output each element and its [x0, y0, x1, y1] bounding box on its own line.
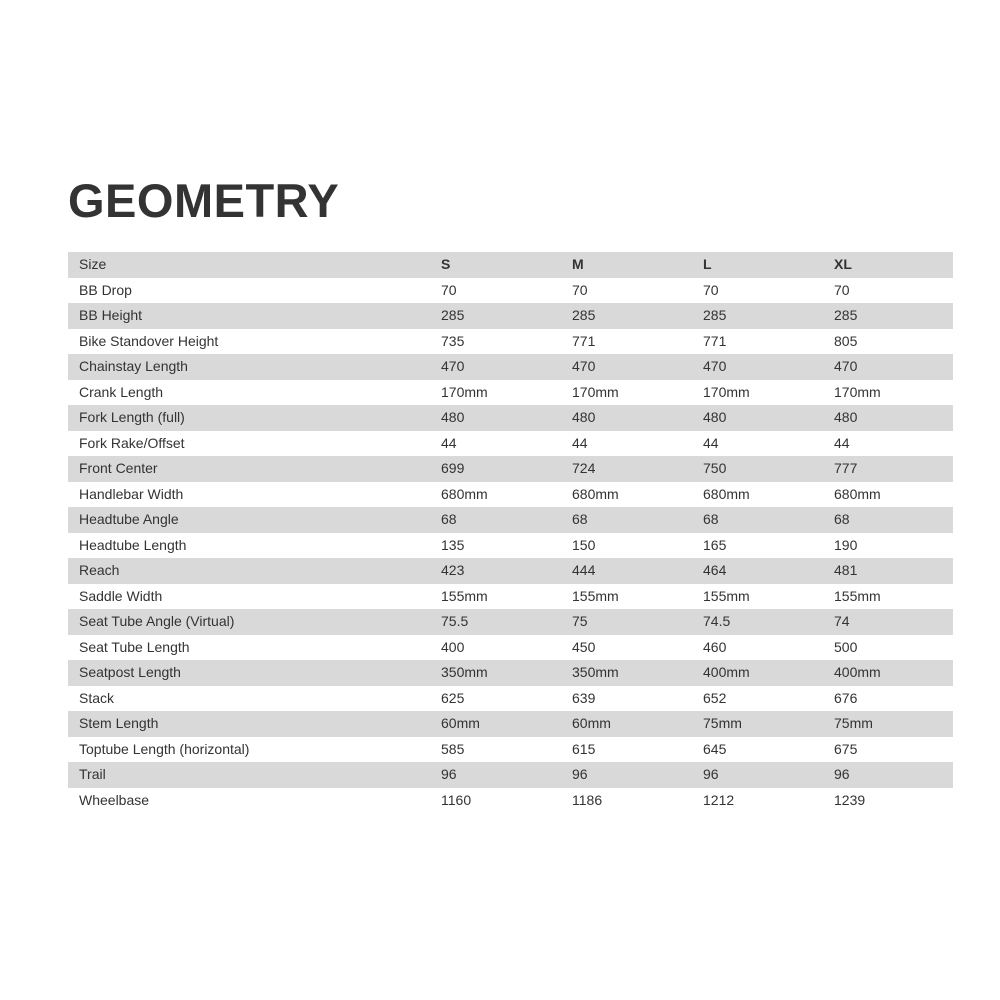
row-value-cell: 680mm [572, 485, 619, 502]
row-label-cell: Handlebar Width [79, 485, 184, 502]
row-value-cell: 625 [441, 689, 465, 706]
row-value-cell: 285 [834, 303, 953, 329]
row-value-cell: 165 [703, 536, 727, 553]
table-row [68, 431, 953, 457]
row-label-cell: Saddle Width [79, 587, 163, 604]
row-value-cell: 60mm [441, 711, 572, 737]
row-value-cell: 75 [572, 609, 703, 635]
row-value-cell: 585 [441, 740, 465, 757]
row-value-cell: 735 [441, 332, 465, 349]
table-row [68, 737, 953, 763]
table-row [68, 711, 953, 737]
row-value-cell: 150 [572, 536, 596, 553]
table-row [68, 635, 953, 661]
row-label-cell: Toptube Length (horizontal) [79, 740, 250, 757]
row-value-cell: 74.5 [703, 609, 834, 635]
row-value-cell: 75.5 [441, 609, 572, 635]
row-value-cell: 480 [834, 405, 953, 431]
table-row [68, 405, 953, 431]
row-value-cell: 1160 [441, 791, 472, 808]
header-size-xl: XL [834, 252, 953, 278]
row-value-cell: 400 [441, 638, 465, 655]
row-value-cell: 652 [703, 689, 727, 706]
row-label-cell: Seatpost Length [68, 660, 441, 686]
row-value-cell: 96 [572, 762, 703, 788]
row-value-cell: 350mm [441, 660, 572, 686]
header-size-l: L [703, 252, 834, 278]
row-label-cell: Seat Tube Angle (Virtual) [68, 609, 441, 635]
header-size-s: S [441, 252, 572, 278]
row-value-cell: 676 [834, 689, 858, 706]
row-value-cell: 44 [572, 434, 588, 451]
row-value-cell: 680mm [834, 485, 881, 502]
table-row [68, 533, 953, 559]
row-value-cell: 170mm [572, 383, 619, 400]
row-value-cell: 285 [703, 303, 834, 329]
row-value-cell: 1186 [572, 791, 603, 808]
table-row [68, 660, 953, 686]
table-row [68, 278, 953, 304]
row-value-cell: 75mm [834, 711, 953, 737]
table-header-row [68, 252, 953, 278]
row-value-cell: 680mm [703, 485, 750, 502]
row-value-cell: 645 [703, 740, 727, 757]
row-label-cell: Seat Tube Length [79, 638, 190, 655]
row-label-cell: Stack [79, 689, 115, 706]
row-value-cell: 70 [703, 281, 719, 298]
row-value-cell: 155mm [834, 587, 881, 604]
page-title: GEOMETRY [68, 174, 340, 227]
row-value-cell: 771 [572, 332, 596, 349]
row-value-cell: 470 [703, 354, 834, 380]
table-row [68, 329, 953, 355]
table-row [68, 788, 953, 814]
row-value-cell: 70 [834, 281, 850, 298]
row-value-cell: 170mm [703, 383, 750, 400]
row-label-cell: Chainstay Length [68, 354, 441, 380]
row-value-cell: 44 [703, 434, 719, 451]
row-value-cell: 400mm [834, 660, 953, 686]
row-label-cell: Crank Length [79, 383, 164, 400]
row-value-cell: 1212 [703, 791, 735, 808]
row-value-cell: 170mm [834, 383, 881, 400]
row-value-cell: 675 [834, 740, 858, 757]
row-value-cell: 190 [834, 536, 858, 553]
row-value-cell: 155mm [572, 587, 619, 604]
table-row [68, 507, 953, 533]
row-value-cell: 68 [572, 507, 703, 533]
row-value-cell: 444 [572, 558, 703, 584]
row-value-cell: 450 [572, 638, 596, 655]
row-value-cell: 464 [703, 558, 834, 584]
table-row [68, 456, 953, 482]
row-label-cell: Trail [68, 762, 441, 788]
row-value-cell: 470 [572, 354, 703, 380]
row-label-cell: Fork Rake/Offset [79, 434, 185, 451]
row-value-cell: 480 [572, 405, 703, 431]
row-value-cell: 805 [834, 332, 858, 349]
row-value-cell: 460 [703, 638, 727, 655]
row-value-cell: 68 [834, 507, 953, 533]
row-value-cell: 68 [441, 507, 572, 533]
row-value-cell: 1239 [834, 791, 866, 808]
row-value-cell: 480 [441, 405, 572, 431]
table-row [68, 303, 953, 329]
row-value-cell: 699 [441, 456, 572, 482]
row-value-cell: 96 [441, 762, 572, 788]
row-value-cell: 724 [572, 456, 703, 482]
row-label-cell: BB Height [68, 303, 441, 329]
row-value-cell: 615 [572, 740, 596, 757]
row-value-cell: 96 [834, 762, 953, 788]
row-label-cell: BB Drop [79, 281, 132, 298]
table-row [68, 762, 953, 788]
row-label-cell: Stem Length [68, 711, 441, 737]
row-value-cell: 70 [572, 281, 588, 298]
row-value-cell: 750 [703, 456, 834, 482]
row-label-cell: Front Center [68, 456, 441, 482]
row-value-cell: 170mm [441, 383, 488, 400]
header-size-m: M [572, 252, 703, 278]
row-value-cell: 350mm [572, 660, 703, 686]
geometry-table [68, 252, 953, 813]
table-row [68, 380, 953, 406]
row-value-cell: 60mm [572, 711, 703, 737]
header-label-cell: Size [68, 252, 441, 278]
geometry-table-body [68, 252, 953, 813]
row-value-cell: 155mm [441, 587, 488, 604]
row-label-cell: Reach [68, 558, 441, 584]
row-value-cell: 470 [441, 354, 572, 380]
row-value-cell: 285 [441, 303, 572, 329]
table-row [68, 686, 953, 712]
table-row [68, 558, 953, 584]
table-row [68, 482, 953, 508]
row-value-cell: 480 [703, 405, 834, 431]
row-value-cell: 155mm [703, 587, 750, 604]
row-value-cell: 481 [834, 558, 953, 584]
row-value-cell: 639 [572, 689, 596, 706]
row-value-cell: 680mm [441, 485, 488, 502]
row-value-cell: 74 [834, 609, 953, 635]
row-value-cell: 68 [703, 507, 834, 533]
row-value-cell: 135 [441, 536, 465, 553]
row-value-cell: 470 [834, 354, 953, 380]
row-value-cell: 771 [703, 332, 727, 349]
table-row [68, 609, 953, 635]
row-value-cell: 500 [834, 638, 858, 655]
row-label-cell: Bike Standover Height [79, 332, 219, 349]
row-value-cell: 75mm [703, 711, 834, 737]
row-label-cell: Fork Length (full) [68, 405, 441, 431]
row-value-cell: 70 [441, 281, 457, 298]
row-label-cell: Headtube Angle [68, 507, 441, 533]
row-value-cell: 285 [572, 303, 703, 329]
row-label-cell: Headtube Length [79, 536, 187, 553]
row-value-cell: 44 [441, 434, 457, 451]
row-value-cell: 96 [703, 762, 834, 788]
row-label-cell: Wheelbase [79, 791, 150, 808]
row-value-cell: 44 [834, 434, 850, 451]
table-row [68, 354, 953, 380]
row-value-cell: 400mm [703, 660, 834, 686]
table-row [68, 584, 953, 610]
row-value-cell: 777 [834, 456, 953, 482]
row-value-cell: 423 [441, 558, 572, 584]
